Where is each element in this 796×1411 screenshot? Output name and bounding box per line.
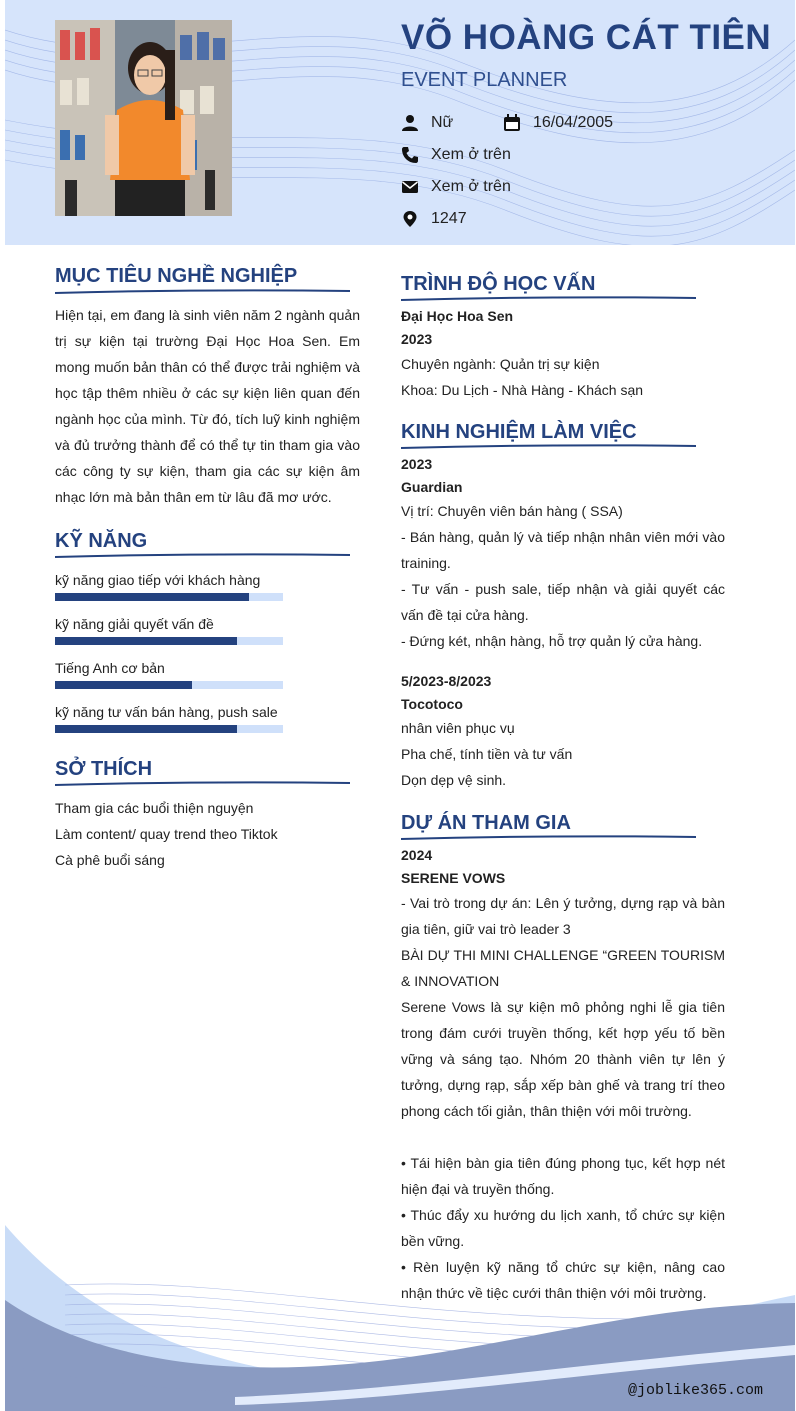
projects-title: DỰ ÁN THAM GIA — [401, 812, 571, 834]
education-title: TRÌNH ĐỘ HỌC VẤN — [401, 273, 596, 295]
resume-page — [5, 0, 795, 1411]
job-description: nhân viên phục vụ Pha chế, tính tiền và tư vấn Dọn dẹp vệ sinh. — [401, 720, 573, 788]
skill-label: kỹ năng giải quyết vấn đề — [55, 616, 214, 632]
address-value: 1247 — [431, 210, 467, 227]
email-value: Xem ở trên — [431, 178, 511, 195]
skill-label: kỹ năng tư vấn bán hàng, push sale — [55, 704, 278, 720]
skill-level-bar — [55, 681, 283, 689]
skill-level-fill — [55, 725, 237, 733]
hobby-item: Tham gia các buổi thiện nguyện — [55, 800, 254, 816]
project-name: SERENE VOWS — [401, 870, 506, 886]
hobby-item: Cà phê buổi sáng — [55, 852, 165, 868]
experience-title: KINH NGHIỆM LÀM VIỆC — [401, 421, 637, 443]
education-title-underline — [401, 294, 696, 304]
hobbies-title: SỞ THÍCH — [55, 758, 153, 780]
skill-label: Tiếng Anh cơ bản — [55, 660, 165, 676]
phone-icon — [401, 146, 419, 164]
watermark-text: @joblike365.com — [627, 1382, 763, 1399]
job-description: Vị trí: Chuyên viên bán hàng ( SSA) - Bán hàng, quản lý và tiếp nhận nhân viên mới vào training. - Tư vấn - push sale, tiếp nhận và giải quyết các vấn đề tại cửa hàng. - Đứng két, nhận hàng, hỗ trợ quản lý cửa hàng. — [401, 503, 725, 649]
skill-level-bar — [55, 637, 283, 645]
education-year: 2023 — [401, 331, 433, 347]
objective-title: MỤC TIÊU NGHỀ NGHIỆP — [55, 265, 298, 287]
objective-title-underline — [55, 287, 350, 297]
objective-text: Hiện tại, em đang là sinh viên năm 2 ngành quản trị sự kiện tại trường Đại Học Hoa Sen. Em mong muốn bản thân có thể được trải nghiệm và học tập thêm nhiều ở các sự kiện liên quan đến ngành học của mình. Từ đó, tích luỹ kinh nghiệm và đủ trưởng thành để có thể tự tin tham gia vào các công ty sự kiện, tham gia các sự kiện âm nhạc lớn mà bản thân em từ lâu đã mơ ước. — [55, 307, 360, 505]
job-time: 2023 — [401, 456, 433, 472]
job-company: Guardian — [401, 479, 463, 495]
job-time: 5/2023-8/2023 — [401, 673, 492, 689]
hobby-item: Làm content/ quay trend theo Tiktok — [55, 826, 278, 842]
education-major: Chuyên ngành: Quản trị sự kiện — [401, 356, 600, 372]
project-description: - Vai trò trong dự án: Lên ý tưởng, dựng rạp và bàn gia tiên, giữ vai trò leader 3 BÀI DỰ THI MINI CHALLENGE “GREEN TOURISM & INNOVATION Serene Vows là sự kiện mô phỏng nghi lễ gia tiên trong đám cưới truyền thống, kết hợp yếu tố bền vững và sáng tạo. Nhóm 20 thành viên tự lên ý tưởng, dựng rạp, sắp xếp bàn ghế và trang trí theo phong cách tối giản, thân thiện với môi trường. • Tái hiện bàn gia tiên đúng phong tục, kết hợp nét hiện đại và truyền thống. • Thúc đẩy xu hướng du lịch xanh, tổ chức sự kiện bền vững. • Rèn luyện kỹ năng tổ chức sự kiện, nâng cao nhận thức về tiệc cưới thân thiện với môi trường. — [401, 895, 725, 1301]
candidate-name: VÕ HOÀNG CÁT TIÊN — [401, 18, 772, 57]
hobbies-title-underline — [55, 779, 350, 789]
skill-label: kỹ năng giao tiếp với khách hàng — [55, 572, 261, 588]
map-marker-icon — [401, 210, 419, 228]
envelope-icon — [401, 178, 419, 196]
user-icon — [401, 114, 419, 132]
skills-title: KỸ NĂNG — [55, 530, 148, 552]
skills-title-underline — [55, 551, 350, 561]
skill-level-fill — [55, 593, 249, 601]
gender-value: Nữ — [431, 114, 454, 131]
skill-level-fill — [55, 637, 237, 645]
candidate-position: EVENT PLANNER — [401, 69, 568, 91]
project-time: 2024 — [401, 847, 433, 863]
experience-title-underline — [401, 442, 696, 452]
education-school: Đại Học Hoa Sen — [401, 308, 514, 324]
skill-level-bar — [55, 725, 283, 733]
phone-value: Xem ở trên — [431, 146, 511, 163]
birthday-value: 16/04/2005 — [533, 114, 614, 131]
education-faculty: Khoa: Du Lịch - Nhà Hàng - Khách sạn — [401, 382, 644, 398]
job-company: Tocotoco — [401, 696, 463, 712]
skill-level-fill — [55, 681, 192, 689]
calendar-icon — [503, 114, 521, 132]
projects-title-underline — [401, 833, 696, 843]
profile-photo — [55, 20, 232, 216]
skill-level-bar — [55, 593, 283, 601]
